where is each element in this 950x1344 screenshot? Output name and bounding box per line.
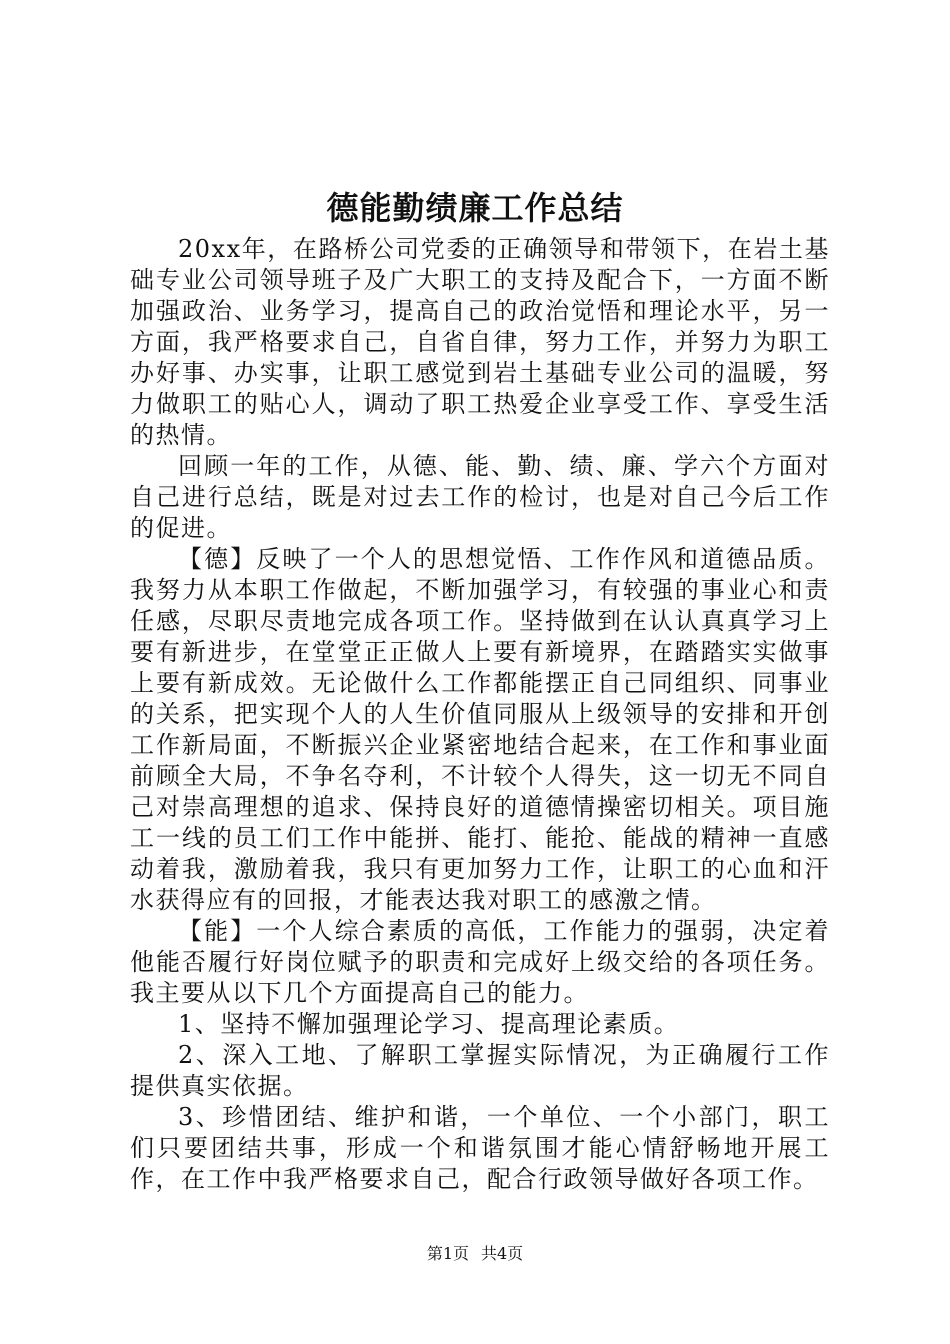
paragraph-de: 【德】反映了一个人的思想觉悟、工作作风和道德品质。我努力从本职工作做起，不断加强学习，有较强的事业心和责任感，尽职尽责地完成各项工作。坚持做到在认认真真学习上要有新进步，在堂堂正正做人上要有新境界，在踏踏实实做事上要有新成效。无论做什么工作都能摆正自己同组织、同事业的关系，把实现个人的人生价值同服从上级领导的安排和开创工作新局面，不断振兴企业紧密地结合起来，在工作和事业面前顾全大局，不争名夺利，不计较个人得失，这一切无不同自己对崇高理想的追求、保持良好的道德情操密切相关。项目施工一线的员工们工作中能拼、能打、能抢、能战的精神一直感动着我，激励着我，我只有更加努力工作，让职工的心血和汗水获得应有的回报，才能表达我对职工的感激之情。 (130, 545, 830, 914)
paragraph-neng: 【能】一个人综合素质的高低，工作能力的强弱，决定着他能否履行好岗位赋予的职责和完成好上级交给的各项任务。我主要从以下几个方面提高自己的能力。 (130, 917, 830, 1007)
page-total: 共4页 (481, 1244, 524, 1263)
paragraph-intro: 20xx年，在路桥公司党委的正确领导和带领下，在岩土基础专业公司领导班子及广大职工的支持及配合下，一方面不断加强政治、业务学习，提高自己的政治觉悟和理论水平，另一方面，我严格要求自己，自省自律，努力工作，并努力为职工办好事、办实事，让职工感觉到岩土基础专业公司的温暖，努力做职工的贴心人，调动了职工热爱企业享受工作、享受生活的热情。 (130, 235, 830, 449)
list-item-3: 3、珍惜团结、维护和谐，一个单位、一个小部门，职工们只要团结共事，形成一个和谐氛围才能心情舒畅地开展工作，在工作中我严格要求自己，配合行政领导做好各项工作。 (130, 1103, 830, 1193)
list-item-2: 2、深入工地、了解职工掌握实际情况，为正确履行工作提供真实依据。 (130, 1041, 830, 1100)
document-title: 德能勤绩廉工作总结 (326, 189, 624, 227)
page-footer (0, 1242, 950, 1266)
paragraph-review: 回顾一年的工作，从德、能、勤、绩、廉、学六个方面对自己进行总结，既是对过去工作的检讨，也是对自己今后工作的促进。 (130, 452, 830, 542)
list-item-1: 1、坚持不懈加强理论学习、提高理论素质。 (178, 1010, 680, 1038)
page-number: 第1页 (426, 1244, 469, 1263)
document-body (130, 234, 830, 1195)
